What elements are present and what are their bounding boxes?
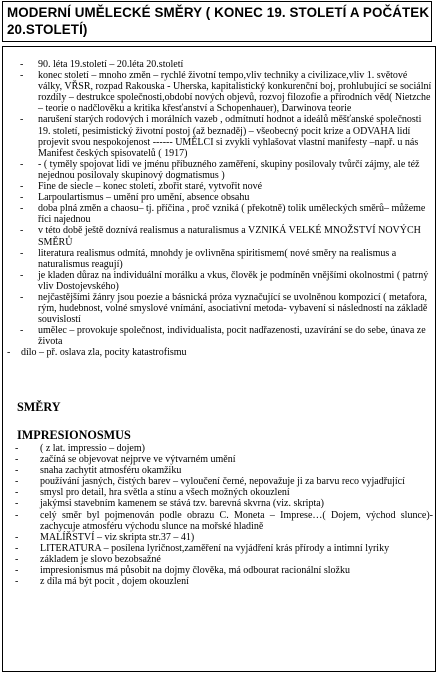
list-item [3, 565, 433, 576]
list-item-text: MALÍŘSTVÍ – viz skripta str.37 – 41) [40, 531, 195, 543]
list-item-text: literatura realismus odmítá, mnohdy je ovlivněna spiritismem( nové směry na realismus a naturalismus reagují) [38, 247, 397, 270]
list-item [3, 292, 433, 325]
list-dash: - [20, 291, 24, 303]
list-dash: - [15, 476, 19, 488]
list-item-text: ( z lat. impressio – dojem) [40, 443, 145, 454]
heading-smery: SMĚRY [17, 400, 61, 414]
list-dash: - [15, 531, 19, 543]
list-item-text: je kladen důraz na individuální morálku a vkus, člověk je podmíněn vnějšími okolnostmi ( patrný vliv Dostojevského) [38, 269, 429, 292]
list-item-text: konec století – mnoho změn – rychlé životní tempo,vliv techniky a civilizace,vliv 1. světové války, VŘSR, rozpad Rakouska - Uherska, kapitalistický konkurenční boj, prohlubující se sociální rozdíly – destrukce společnosti,období nových objevů, rozvoj filozofie a přírodních věd( Nietzche – teorie o nadčlověku a kritika křesťanství a Schopenhauer), Darwinova teorie [38, 70, 432, 115]
list-dash: - [20, 114, 24, 126]
list-dash: - [15, 565, 19, 577]
list-dash: - [20, 225, 24, 237]
list-item-text: - ( tyměly spojovat lidi ve jménu příbuzného zaměření, skupiny posilovaly tvůrčí zájmy, ale též nejednou posilovaly skupinový dogmatismus ) [38, 158, 420, 181]
list-item [3, 543, 433, 554]
list-item-text: dílo – př. oslava zla, pocity katastrofismu [21, 347, 187, 359]
page-title: MODERNÍ UMĚLECKÉ SMĚRY ( KONEC 19. STOLETÍ A POČÁTEK 20.STOLETÍ) [7, 5, 430, 37]
list-dash: - [15, 465, 19, 477]
list-dash: - [15, 443, 19, 454]
list-item [3, 454, 433, 465]
list-item [3, 325, 433, 347]
list-item [3, 181, 433, 192]
list-item [3, 554, 433, 565]
list-item [3, 443, 433, 454]
list-item-text: z díla má být pocit , dojem okouzlení [40, 576, 189, 588]
list-item-text: nejčastějšími žánry jsou poezie a básnická próza vyznačující se uvolněnou kompozicí ( metafora, rým, hudebnost, volné smyslové vnímání, asociativní metoda- vybavení si následností na základě souvislostí [38, 291, 428, 326]
list-dash: - [15, 454, 19, 466]
list-item-text: jakýmsi stavebním kamenem se stává tzv. barevná skvrna (viz. skripta) [40, 498, 324, 510]
list-dash: - [15, 576, 19, 588]
list-item [3, 159, 433, 181]
list-dash: - [15, 487, 19, 499]
list-item-text: doba plná změn a chaosu– tj. příčina , proč vzniká ( překotně) tolik uměleckých směrů– můžeme říci najednou [38, 203, 426, 226]
list-dash: - [15, 553, 19, 565]
list-dash: - [20, 59, 24, 70]
list-dash: - [7, 347, 11, 359]
list-item [3, 225, 433, 247]
list-item-text: impresionismus má působit na dojmy člověka, má odbourat racionální složku [40, 565, 350, 577]
list-dash: - [15, 498, 19, 510]
impresionismus-list [3, 443, 433, 587]
list-item [3, 203, 433, 225]
list-item [3, 510, 433, 532]
list-item-text: Fine de siecle – konec století, zbořit staré, vytvořit nové [38, 181, 263, 193]
list-item [3, 248, 433, 270]
list-item-text: v této době ještě doznívá realismus a naturalismus a VZNIKÁ VELKÉ MNOŽSTVÍ NOVÝCH SMĚRŮ [38, 225, 421, 248]
list-item [3, 114, 433, 158]
list-dash: - [20, 269, 24, 281]
list-dash: - [15, 509, 19, 521]
list-dash: - [20, 247, 24, 259]
list-item [3, 347, 433, 358]
list-item-text: narušení starých rodových i morálních vazeb , odmítnutí hodnot a ideálů měšťanské společnosti 19. století, pesimistický životní postoj (až beznaděj) – všeobecný pocit krize a ODVAHA lidí projevit svou nespokojenost ------ UMĚLCI si zvykli vyhlašovat vlastní manifesty –např. u nás Manifest českých spisovatelů ( 1917) [38, 114, 422, 159]
list-item [3, 465, 433, 476]
list-item-text: používání jasných, čistých barev – vyloučení černé, nepovažuje ji za barvu reco vyjadřující [40, 476, 405, 488]
list-item-text: umělec – provokuje společnost, individualista, pocit nadřazenosti, uzavírání se do sebe, únava ze života [38, 325, 426, 348]
list-dash: - [20, 181, 24, 193]
list-item-text: celý směr byl pojmenován podle obrazu C. Moneta – Imprese…( Dojem, východ slunce)- zachycuje atmosféru východu slunce na mořské hladině [40, 509, 433, 532]
list-dash: - [20, 325, 24, 337]
list-item-text: LITERATURA – posílena lyričnost,zaměření na vyjádření krás přírody a intimní lyriky [40, 542, 390, 554]
list-item [3, 576, 433, 587]
list-item [3, 532, 433, 543]
list-dash: - [15, 542, 19, 554]
list-item-text: smysl pro detail, hra světla a stínu a všech možných okouzlení [40, 487, 290, 499]
list-dash: - [20, 158, 24, 170]
list-item [3, 487, 433, 498]
list-item [3, 498, 433, 509]
list-dash: - [20, 70, 24, 82]
list-item-text: základem je slovo bezobsažné [40, 553, 161, 565]
list-item [3, 270, 433, 292]
list-item-text: 90. léta 19.století – 20.léta 20.století [38, 59, 184, 70]
list-item [3, 70, 433, 114]
list-item-text: začíná se objevovat nejprve ve výtvarném umění [40, 454, 236, 466]
intro-list [3, 59, 433, 359]
title-box [2, 1, 432, 42]
list-item [3, 59, 433, 70]
list-item [3, 476, 433, 487]
document-body [2, 46, 436, 672]
list-item [3, 192, 433, 203]
heading-impresionismus: IMPRESIONOSMUS [17, 428, 131, 442]
list-item-text: Larpoulartismus – umění pro umění, absence obsahu [38, 192, 250, 204]
list-dash: - [20, 192, 24, 204]
list-dash: - [20, 203, 24, 215]
list-item-text: snaha zachytit atmosféru okamžiku [40, 465, 182, 477]
